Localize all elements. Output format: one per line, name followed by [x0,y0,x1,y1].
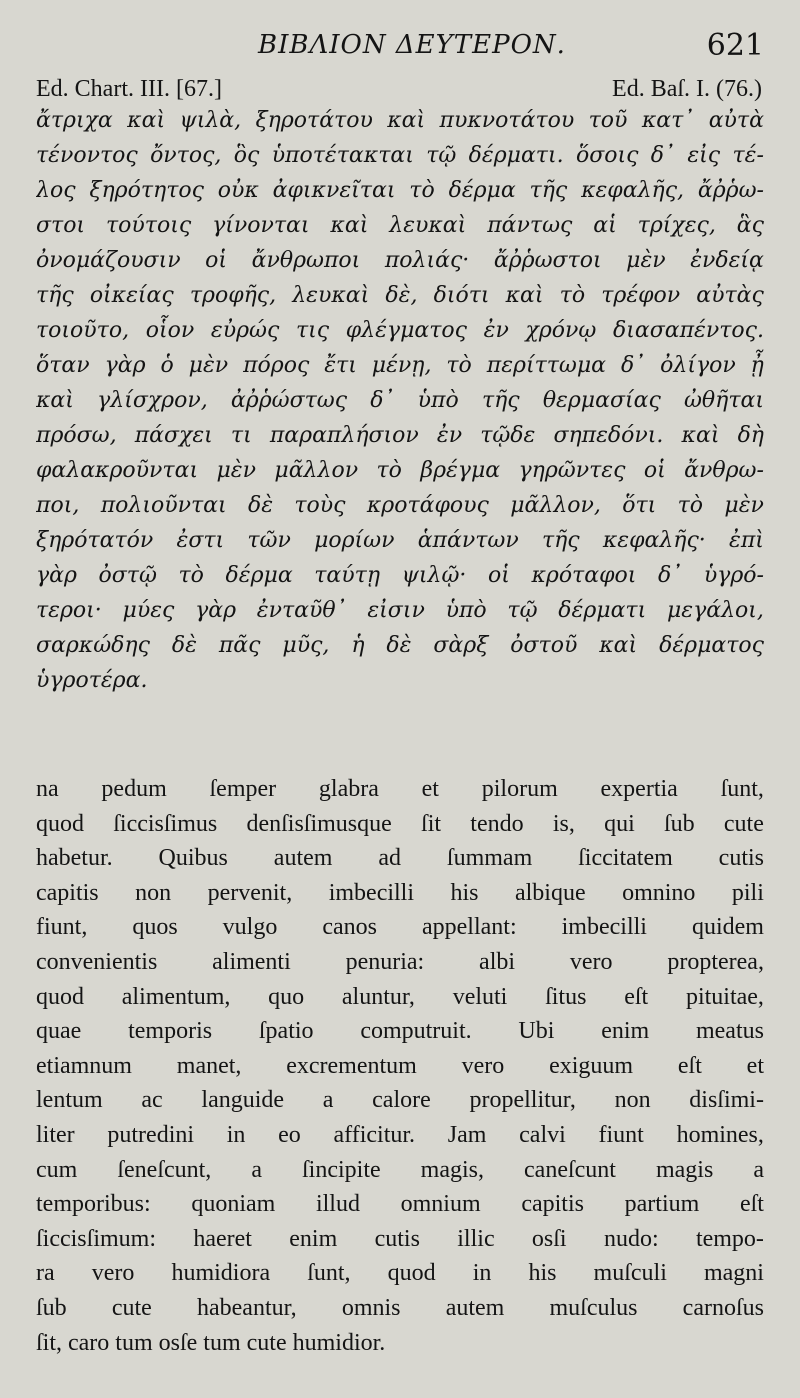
greek-text-line: ὑγροτέρα. [36,668,148,693]
latin-text-line: fiunt, quos vulgo canos appellant: imbecilli quidem [36,914,764,941]
latin-text-line: quae temporis ſpatio computruit. Ubi enim meatus [36,1018,764,1045]
edition-reference-line [36,76,762,106]
greek-text-line: στοι τούτοις γίνονται καὶ λευκαὶ πάντως αἱ τρίχες, ἃς [36,213,764,238]
latin-text-line: lentum ac languide a calore propellitur, non disſimi- [36,1087,764,1114]
greek-text-line: σαρκώδης δὲ πᾶς μῦς, ἡ δὲ σὰρξ ὀστοῦ καὶ δέρματος [36,633,764,658]
latin-text-line: quod ſiccisſimus denſisſimusque ſit tendo is, qui ſub cute [36,810,764,837]
latin-text-line: ſiccisſimum: haeret enim cutis illic osſi nudo: tempo- [36,1225,764,1252]
greek-text-line: ποι, πολιοῦνται δὲ τοὺς κροτάφους μᾶλλον, ὅτι τὸ μὲν [36,493,764,518]
latin-text-line: ſit, caro tum osſe tum cute humidior. [36,1329,386,1356]
page-number: 621 [706,28,764,63]
greek-text-line: λος ξηρότητος οὐκ ἀφικνεῖται τὸ δέρμα τῆς κεφαλῆς, ἄῤῥω- [36,178,764,203]
latin-text-line: capitis non pervenit, imbecilli his albique omnino pili [36,879,764,906]
latin-text-line: liter putredini in eo afficitur. Jam calvi fiunt homines, [36,1121,764,1148]
greek-text-line: ἄτριχα καὶ ψιλὰ, ξηροτάτου καὶ πυκνοτάτου τοῦ κατ᾽ αὐτὰ [36,108,764,133]
latin-text-line: quod alimentum, quo aluntur, veluti ſitus eſt pituitae, [36,983,764,1010]
greek-text-line: ξηρότατόν ἐστι τῶν μορίων ἁπάντων τῆς κεφαλῆς· ἐπὶ [36,528,764,553]
greek-text-line: τῆς οἰκείας τροφῆς, λευκαὶ δὲ, διότι καὶ τὸ τρέφον αὐτὰς [36,283,764,308]
greek-text-line: τοιοῦτο, οἷον εὐρώς τις φλέγματος ἐν χρόνῳ διασαπέντος. [36,318,764,343]
greek-text-line: φαλακροῦνται μὲν μᾶλλον τὸ βρέγμα γηρῶντες οἱ ἄνθρω- [36,458,764,483]
latin-text-line: convenientis alimenti penuria: albi vero propterea, [36,948,764,975]
latin-text-line: habetur. Quibus autem ad ſummam ſiccitatem cutis [36,845,764,872]
greek-text-line: τένοντος ὄντος, ὃς ὑποτέτακται τῷ δέρματι. ὅσοις δ᾽ εἰς τέ- [36,143,764,168]
latin-text-line: ra vero humidiora ſunt, quod in his muſculi magni [36,1260,764,1287]
running-head [0,28,800,64]
latin-text-line: etiamnum manet, excrementum vero exiguum eſt et [36,1052,764,1079]
latin-text-line: ſub cute habeantur, omnis autem muſculus carnoſus [36,1294,764,1321]
greek-text-line: ὀνομάζουσιν οἱ ἄνθρωποι πολιάς· ἄῤῥωστοι μὲν ἐνδείᾳ [36,248,764,273]
edition-reference-basel: Ed. Baſ. I. (76.) [612,76,762,102]
latin-text-line: temporibus: quoniam illud omnium capitis partium eſt [36,1191,764,1218]
greek-text-line: ὅταν γὰρ ὁ μὲν πόρος ἔτι μένῃ, τὸ περίττωμα δ᾽ ὀλίγον ᾖ [36,353,764,378]
running-title: ΒΙΒΛΙΟΝ ΔΕΥΤΕΡΟΝ. [258,30,566,60]
greek-text-line: γὰρ ὀστῷ τὸ δέρμα ταύτῃ ψιλῷ· οἱ κρόταφοι δ᾽ ὑγρό- [36,563,764,588]
latin-text-line: cum ſeneſcunt, a ſincipite magis, caneſcunt magis a [36,1156,764,1183]
greek-text-line: καὶ γλίσχρον, ἀῤῥώστως δ᾽ ὑπὸ τῆς θερμασίας ὠθῆται [36,388,764,413]
edition-reference-chartier: Ed. Chart. III. [67.] [36,76,222,102]
latin-text-block [36,772,764,1360]
greek-text-block [36,103,764,698]
greek-text-line: πρόσω, πάσχει τι παραπλήσιον ἐν τῷδε σηπεδόνι. καὶ δὴ [36,423,764,448]
latin-text-line: na pedum ſemper glabra et pilorum expertia ſunt, [36,776,764,802]
greek-text-line: τεροι· μύες γὰρ ἐνταῦθ᾽ εἰσιν ὑπὸ τῷ δέρματι μεγάλοι, [36,598,764,623]
